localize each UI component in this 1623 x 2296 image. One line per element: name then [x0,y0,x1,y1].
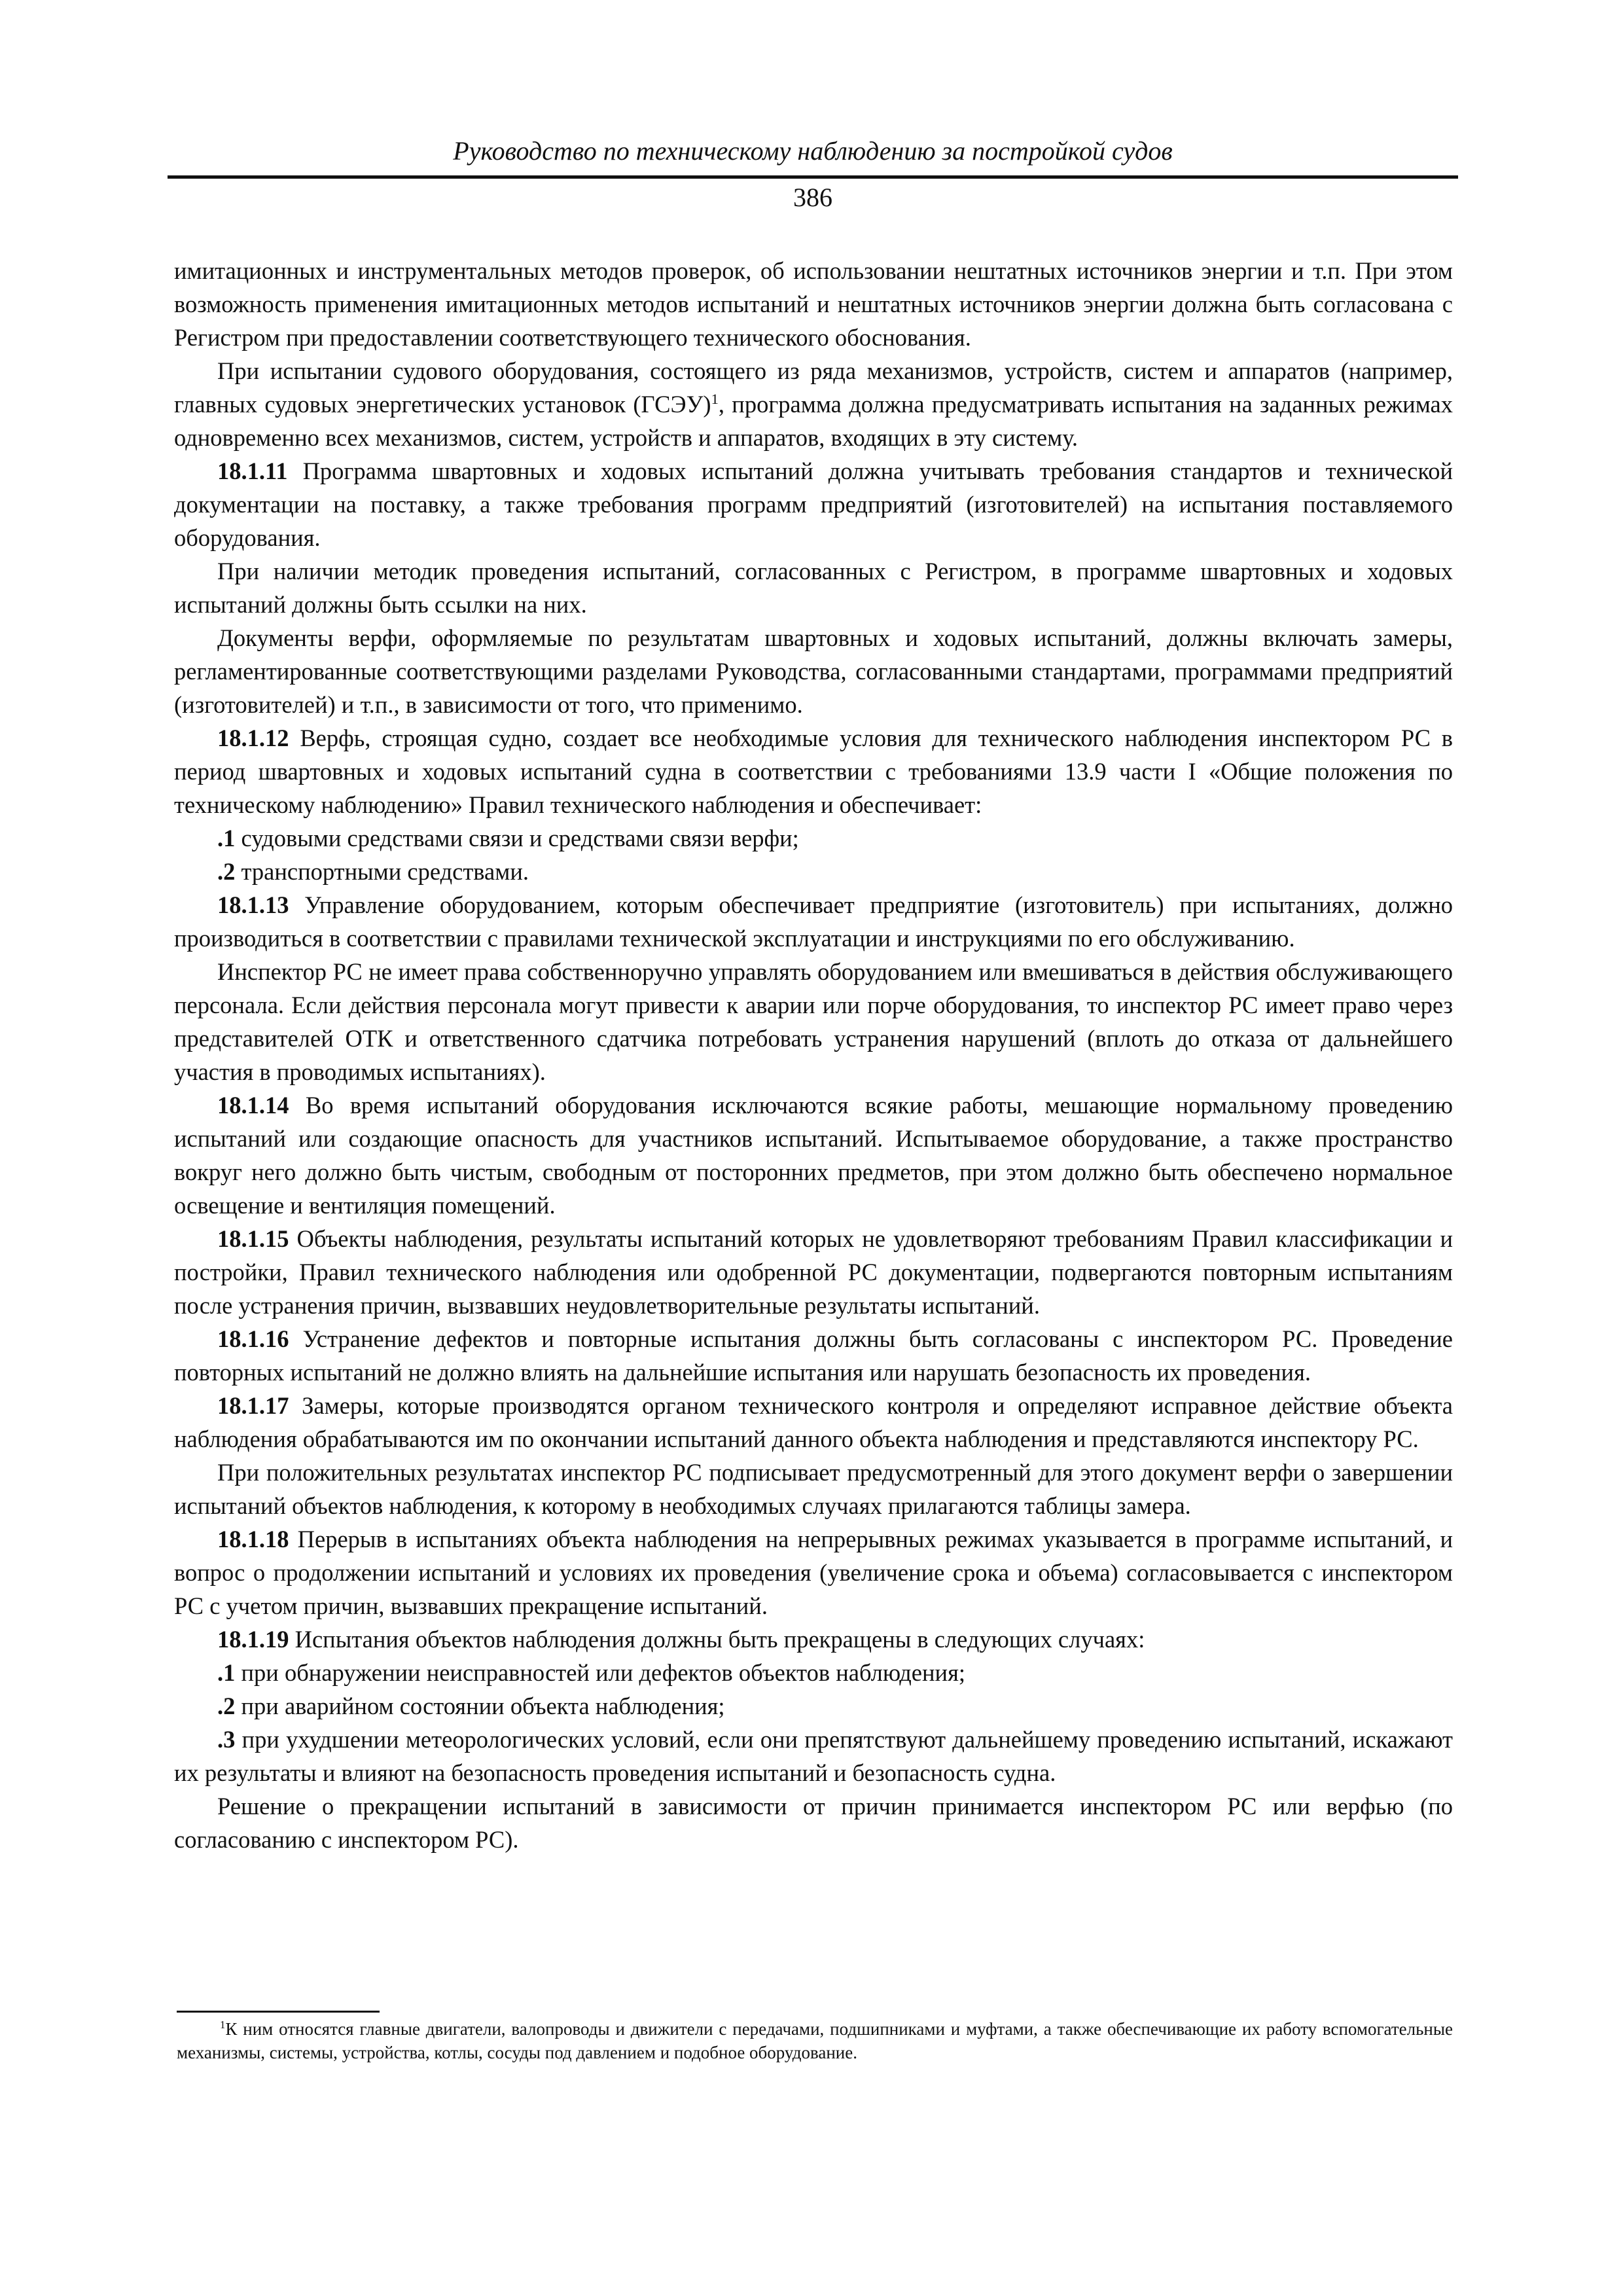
clause: 18.1.17 Замеры, которые производятся органом технического контроля и определяют исправное действие объекта наблюдения обрабатываются им по окончании испытаний данного объекта наблюдения и представляются инспектору РС. [174,1392,1453,1452]
paragraph: При наличии методик проведения испытаний, согласованных с Регистром, в программе швартовных и ходовых испытаний должны быть ссылки на них. [174,558,1453,618]
list-item: .3 при ухудшении метеорологических условий, если они препятствуют дальнейшему проведению испытаний, искажают их результаты и влияют на безопасность проведения испытаний и безопасность судна. [174,1726,1453,1786]
clause-number: 18.1.16 [217,1325,289,1352]
paragraph: Инспектор РС не имеет права собственноручно управлять оборудованием или вмешиваться в действия обслуживающего персонала. Если действия персонала могут привести к аварии или порче оборудования, то инспектор РС имеет право через представителей ОТК и ответственного сдатчика потребовать устранения нарушений (вплоть до отказа от дальнейшего участия в проводимых испытаниях). [174,958,1453,1085]
list-item: .1 при обнаружении неисправностей или дефектов объектов наблюдения; [217,1659,965,1686]
footnote-rule [177,2011,380,2013]
page-number: 386 [793,183,832,212]
clause-number: 18.1.12 [217,725,289,751]
footnote-ref[interactable]: 1 [711,390,719,407]
page-header [168,134,1458,168]
clause: 18.1.18 Перерыв в испытаниях объекта наблюдения на непрерывных режимах указывается в программе испытаний, и вопрос о продолжении испытаний и условиях их проведения (увеличение срока и объема) согласовывается с инспектором РС с учетом причин, вызвавших прекращение испытаний. [174,1526,1453,1619]
clause: 18.1.11 Программа швартовных и ходовых испытаний должна учитывать требования стандартов и технической документации на поставку, а также требования программ предприятий (изготовителей) на испытания поставляемого оборудования. [174,457,1453,551]
clause-number: 18.1.14 [217,1092,289,1119]
clause-number: 18.1.13 [217,891,289,918]
list-item: .1 судовыми средствами связи и средствами связи верфи; [217,825,799,852]
footnote [177,2017,1453,2064]
footnote-marker: 1 [220,2018,226,2031]
header-rule [168,175,1458,179]
clause: 18.1.12 Верфь, строящая судно, создает все необходимые условия для технического наблюдения инспектором РС в период швартовных и ходовых испытаний судна в соответствии с требованиями 13.9 части I «Общие положения по техническому наблюдению» Правил технического наблюдения и обеспечивает: [174,725,1453,818]
item-number: .1 [217,825,236,852]
clause-number: 18.1.15 [217,1225,289,1252]
clause-number: 18.1.18 [217,1526,289,1552]
clause: 18.1.14 Во время испытаний оборудования исключаются всякие работы, мешающие нормальному проведению испытаний или создающие опасность для участников испытаний. Испытываемое оборудование, а также пространство вокруг него должно быть чистым, свободным от посторонних предметов, при этом должно быть обеспечено нормальное освещение и вентиляция помещений. [174,1092,1453,1219]
body-text [174,254,1453,1856]
item-number: .3 [217,1726,236,1753]
item-number: .2 [217,858,236,885]
item-number: .2 [217,1693,236,1719]
clause: 18.1.16 Устранение дефектов и повторные испытания должны быть согласованы с инспектором РС. Проведение повторных испытаний не должно влиять на дальнейшие испытания или нарушать безопасность их проведения. [174,1325,1453,1386]
list-item: .2 при аварийном состоянии объекта наблюдения; [217,1693,725,1719]
clause: 18.1.15 Объекты наблюдения, результаты испытаний которых не удовлетворяют требованиям Правил классификации и постройки, Правил технического наблюдения или одобренной РС документации, подвергаются повторным испытаниям после устранения причин, вызвавших неудовлетворительные результаты испытаний. [174,1225,1453,1319]
clause: 18.1.13 Управление оборудованием, которым обеспечивает предприятие (изготовитель) при испытаниях, должно производиться в соответствии с правилами технической эксплуатации и инструкциями по его обслуживанию. [174,891,1453,952]
item-number: .1 [217,1659,236,1686]
clause: 18.1.19 Испытания объектов наблюдения должны быть прекращены в следующих случаях: [217,1626,1145,1653]
footnote-text: $^1$К ним относятся главные двигатели, валопроводы и движители с передачами, подшипниками и муфтами, а также обеспечивающие их работу вспомогательные механизмы, системы, устройства, котлы, сосуды под давлением и подобное оборудование. [177,2018,1453,2062]
clause-number: 18.1.19 [217,1626,289,1653]
paragraph: имитационных и инструментальных методов проверок, об использовании нештатных источников энергии и т.п. При этом возможность применения имитационных методов испытаний и нештатных источников энергии должна быть согласована с Регистром при предоставлении соответствующего технического обоснования. [174,257,1453,351]
clause-number: 18.1.17 [217,1392,289,1419]
list-item: .2 транспортными средствами. [217,858,529,885]
paragraph: Решение о прекращении испытаний в зависимости от причин принимается инспектором РС или верфью (по согласованию с инспектором РС). [174,1793,1453,1853]
paragraph: Документы верфи, оформляемые по результатам швартовных и ходовых испытаний, должны включать замеры, регламентированные соответствующими разделами Руководства, согласованными стандартами, программами предприятий (изготовителей) и т.п., в зависимости от того, что применимо. [174,624,1453,718]
running-title: Руководство по техническому наблюдению за постройкой судов [453,136,1173,166]
paragraph: При испытании судового оборудования, состоящего из ряда механизмов, устройств, систем и аппаратов (например, главных судовых энергетических установок (ГСЭУ)$^1$, программа должна предусматривать испытания на заданных режимах одновременно всех механизмов, систем, устройств и аппаратов, входящих в эту систему. [174,357,1453,451]
clause-number: 18.1.11 [217,457,288,484]
paragraph: При положительных результатах инспектор РС подписывает предусмотренный для этого документ верфи о завершении испытаний объектов наблюдения, к которому в необходимых случаях прилагаются таблицы замера. [174,1459,1453,1519]
